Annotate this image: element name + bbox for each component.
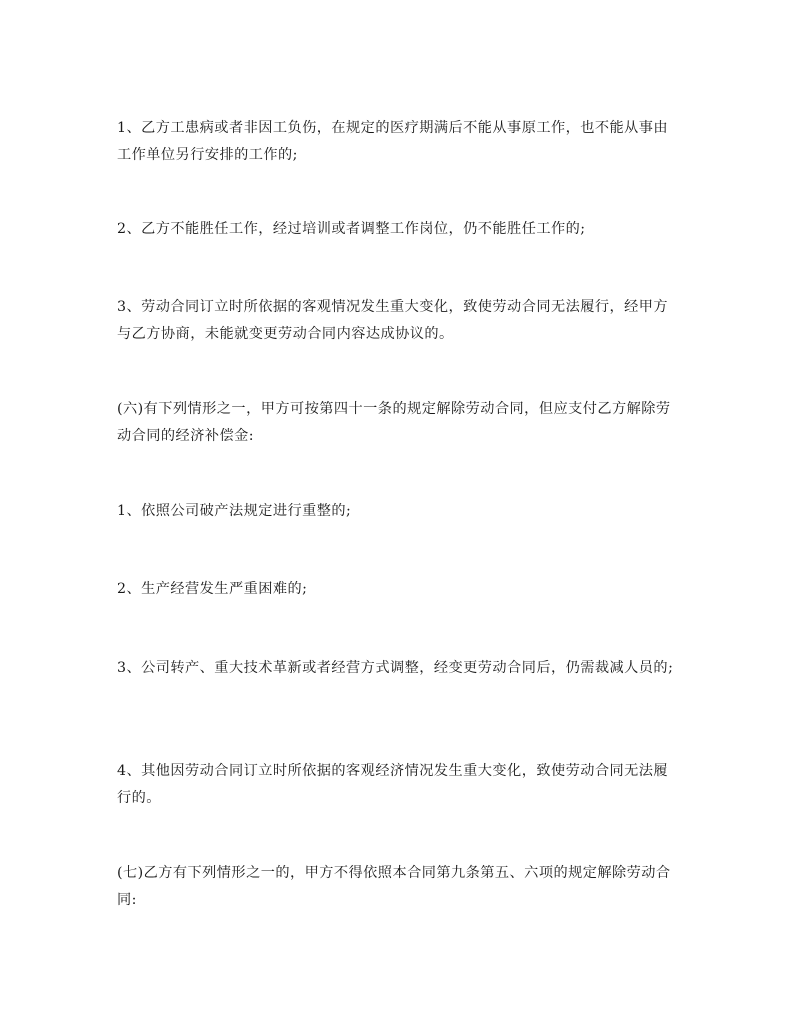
paragraph-section-6-heading: (六)有下列情形之一，甲方可按第四十一条的规定解除劳动合同，但应支付乙方解除劳动合同的经济补偿金: [117,401,671,444]
paragraph-item-1-bankruptcy: 1、依照公司破产法规定进行重整的; [117,503,352,519]
paragraph-item-4-economic-change: 4、其他因劳动合同订立时所依据的客观经济情况发生重大变化，致使劳动合同无法履行的。 [117,763,669,806]
paragraph-item-2-hardship: 2、生产经营发生严重困难的; [117,581,308,597]
paragraph-item-2-incompetence: 2、乙方不能胜任工作，经过培训或者调整工作岗位，仍不能胜任工作的; [117,221,586,237]
paragraph-section-7-heading: (七)乙方有下列情形之一的，甲方不得依照本合同第九条第五、六项的规定解除劳动合同: [117,865,671,908]
paragraph-item-3-circumstance-change: 3、劳动合同订立时所依据的客观情况发生重大变化，致使劳动合同无法履行，经甲方与乙方协商，未能就变更劳动合同内容达成协议的。 [117,299,669,342]
paragraph-item-1-illness: 1、乙方工患病或者非因工负伤，在规定的医疗期满后不能从事原工作，也不能从事由工作单位另行安排的工作的; [117,120,669,163]
paragraph-item-3-restructuring: 3、公司转产、重大技术革新或者经营方式调整，经变更劳动合同后，仍需裁减人员的; [117,660,674,676]
